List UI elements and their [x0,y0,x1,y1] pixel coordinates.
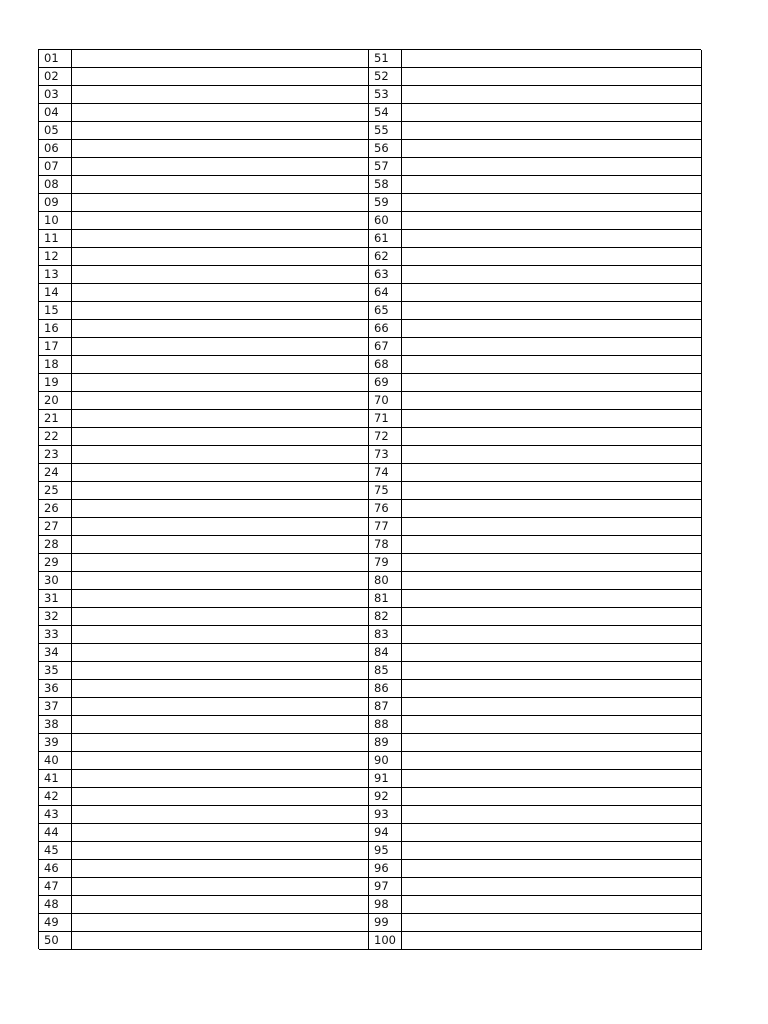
row-number-left: 42 [39,788,72,806]
answer-cell-right[interactable] [402,896,702,914]
answer-cell-left[interactable] [72,338,369,356]
answer-cell-right[interactable] [402,464,702,482]
answer-cell-right[interactable] [402,212,702,230]
answer-cell-left[interactable] [72,572,369,590]
answer-cell-left[interactable] [72,644,369,662]
answer-cell-right[interactable] [402,590,702,608]
row-number-left: 12 [39,248,72,266]
answer-cell-left[interactable] [72,356,369,374]
answer-cell-left[interactable] [72,896,369,914]
answer-cell-right[interactable] [402,806,702,824]
row-number-right: 93 [369,806,402,824]
row-number-left: 23 [39,446,72,464]
row-number-right: 51 [369,50,402,68]
row-number-right: 84 [369,644,402,662]
answer-cell-right[interactable] [402,770,702,788]
row-number-right: 98 [369,896,402,914]
answer-cell-right[interactable] [402,662,702,680]
row-number-left: 07 [39,158,72,176]
answer-cell-left[interactable] [72,680,369,698]
answer-cell-left[interactable] [72,752,369,770]
answer-cell-right[interactable] [402,392,702,410]
answer-cell-right[interactable] [402,878,702,896]
answer-cell-right[interactable] [402,554,702,572]
row-number-right: 53 [369,86,402,104]
row-number-right: 94 [369,824,402,842]
answer-cell-left[interactable] [72,50,369,68]
row-number-right: 79 [369,554,402,572]
answer-cell-right[interactable] [402,284,702,302]
answer-cell-left[interactable] [72,626,369,644]
row-number-left: 35 [39,662,72,680]
row-number-right: 90 [369,752,402,770]
row-number-left: 44 [39,824,72,842]
row-number-left: 38 [39,716,72,734]
row-number-right: 64 [369,284,402,302]
answer-cell-right[interactable] [402,572,702,590]
row-number-left: 08 [39,176,72,194]
row-number-right: 54 [369,104,402,122]
row-number-right: 97 [369,878,402,896]
row-number-right: 70 [369,392,402,410]
row-number-left: 01 [39,50,72,68]
row-number-left: 22 [39,428,72,446]
row-number-right: 78 [369,536,402,554]
answer-cell-right[interactable] [402,356,702,374]
row-number-right: 76 [369,500,402,518]
answer-cell-right[interactable] [402,338,702,356]
answer-cell-left[interactable] [72,446,369,464]
row-number-right: 82 [369,608,402,626]
answer-cell-left[interactable] [72,590,369,608]
answer-cell-right[interactable] [402,86,702,104]
answer-cell-right[interactable] [402,842,702,860]
answer-cell-right[interactable] [402,158,702,176]
answer-cell-right[interactable] [402,410,702,428]
answer-cell-left[interactable] [72,464,369,482]
answer-cell-left[interactable] [72,770,369,788]
answer-cell-left[interactable] [72,266,369,284]
answer-cell-left[interactable] [72,518,369,536]
row-number-right: 59 [369,194,402,212]
answer-cell-left[interactable] [72,734,369,752]
answer-cell-right[interactable] [402,716,702,734]
row-number-left: 49 [39,914,72,932]
row-number-left: 39 [39,734,72,752]
answer-cell-left[interactable] [72,176,369,194]
answer-cell-right[interactable] [402,626,702,644]
answer-cell-left[interactable] [72,788,369,806]
row-number-left: 50 [39,932,72,950]
row-number-left: 29 [39,554,72,572]
answer-cell-left[interactable] [72,482,369,500]
row-number-right: 74 [369,464,402,482]
row-number-right: 60 [369,212,402,230]
answer-cell-left[interactable] [72,320,369,338]
answer-cell-right[interactable] [402,446,702,464]
answer-cell-right[interactable] [402,788,702,806]
row-number-right: 61 [369,230,402,248]
row-number-left: 05 [39,122,72,140]
answer-cell-left[interactable] [72,140,369,158]
answer-cell-left[interactable] [72,662,369,680]
row-number-left: 09 [39,194,72,212]
row-number-left: 02 [39,68,72,86]
row-number-right: 52 [369,68,402,86]
row-number-right: 92 [369,788,402,806]
row-number-left: 26 [39,500,72,518]
row-number-right: 81 [369,590,402,608]
answer-cell-left[interactable] [72,608,369,626]
answer-cell-right[interactable] [402,500,702,518]
answer-cell-left[interactable] [72,68,369,86]
row-number-left: 18 [39,356,72,374]
row-number-right: 56 [369,140,402,158]
answer-cell-left[interactable] [72,806,369,824]
row-number-left: 15 [39,302,72,320]
row-number-left: 04 [39,104,72,122]
answer-cell-left[interactable] [72,194,369,212]
row-number-right: 67 [369,338,402,356]
answer-cell-left[interactable] [72,212,369,230]
answer-cell-left[interactable] [72,536,369,554]
row-number-right: 86 [369,680,402,698]
row-number-left: 16 [39,320,72,338]
answer-cell-left[interactable] [72,230,369,248]
row-number-right: 73 [369,446,402,464]
answer-cell-right[interactable] [402,536,702,554]
row-number-right: 63 [369,266,402,284]
row-number-left: 45 [39,842,72,860]
row-number-left: 21 [39,410,72,428]
row-number-left: 30 [39,572,72,590]
row-number-left: 37 [39,698,72,716]
row-number-right: 96 [369,860,402,878]
answer-grid [39,50,702,950]
row-number-left: 19 [39,374,72,392]
answer-cell-right[interactable] [402,644,702,662]
row-number-left: 46 [39,860,72,878]
answer-cell-right[interactable] [402,518,702,536]
answer-cell-right[interactable] [402,932,702,950]
answer-cell-right[interactable] [402,734,702,752]
row-number-right: 62 [369,248,402,266]
row-number-left: 20 [39,392,72,410]
answer-cell-left[interactable] [72,698,369,716]
answer-cell-right[interactable] [402,608,702,626]
answer-cell-left[interactable] [72,554,369,572]
row-number-right: 89 [369,734,402,752]
row-number-left: 14 [39,284,72,302]
row-number-left: 24 [39,464,72,482]
answer-cell-left[interactable] [72,500,369,518]
answer-cell-left[interactable] [72,428,369,446]
row-number-right: 80 [369,572,402,590]
answer-cell-right[interactable] [402,50,702,68]
row-number-right: 85 [369,662,402,680]
row-number-right: 99 [369,914,402,932]
row-number-right: 65 [369,302,402,320]
answer-cell-right[interactable] [402,302,702,320]
answer-cell-left[interactable] [72,932,369,950]
row-number-left: 03 [39,86,72,104]
answer-cell-right[interactable] [402,680,702,698]
row-number-right: 88 [369,716,402,734]
answer-cell-left[interactable] [72,842,369,860]
answer-cell-left[interactable] [72,302,369,320]
row-number-left: 27 [39,518,72,536]
answer-cell-right[interactable] [402,824,702,842]
answer-cell-right[interactable] [402,428,702,446]
row-number-right: 91 [369,770,402,788]
answer-cell-left[interactable] [72,860,369,878]
row-number-right: 69 [369,374,402,392]
row-number-right: 72 [369,428,402,446]
answer-cell-left[interactable] [72,284,369,302]
row-number-right: 95 [369,842,402,860]
answer-cell-right[interactable] [402,230,702,248]
row-number-left: 48 [39,896,72,914]
answer-cell-right[interactable] [402,122,702,140]
row-number-left: 43 [39,806,72,824]
answer-cell-right[interactable] [402,68,702,86]
answer-cell-left[interactable] [72,122,369,140]
answer-cell-left[interactable] [72,158,369,176]
row-number-right: 71 [369,410,402,428]
answer-cell-right[interactable] [402,860,702,878]
row-number-left: 25 [39,482,72,500]
answer-cell-right[interactable] [402,140,702,158]
answer-cell-right[interactable] [402,266,702,284]
answer-cell-right[interactable] [402,482,702,500]
row-number-left: 40 [39,752,72,770]
answer-cell-right[interactable] [402,914,702,932]
row-number-right: 75 [369,482,402,500]
answer-cell-right[interactable] [402,752,702,770]
row-number-left: 11 [39,230,72,248]
row-number-right: 77 [369,518,402,536]
row-number-right: 58 [369,176,402,194]
answer-cell-left[interactable] [72,248,369,266]
row-number-right: 55 [369,122,402,140]
row-number-right: 83 [369,626,402,644]
answer-cell-left[interactable] [72,392,369,410]
row-number-left: 17 [39,338,72,356]
answer-cell-left[interactable] [72,104,369,122]
answer-cell-left[interactable] [72,716,369,734]
row-number-right: 57 [369,158,402,176]
row-number-left: 36 [39,680,72,698]
answer-cell-left[interactable] [72,374,369,392]
answer-cell-left[interactable] [72,86,369,104]
row-number-left: 06 [39,140,72,158]
row-number-right: 87 [369,698,402,716]
answer-cell-right[interactable] [402,374,702,392]
row-number-left: 28 [39,536,72,554]
answer-cell-right[interactable] [402,320,702,338]
answer-cell-left[interactable] [72,914,369,932]
numbered-answer-sheet [38,49,701,949]
row-number-left: 32 [39,608,72,626]
answer-cell-right[interactable] [402,176,702,194]
row-number-left: 34 [39,644,72,662]
answer-cell-right[interactable] [402,194,702,212]
row-number-left: 41 [39,770,72,788]
row-number-left: 13 [39,266,72,284]
row-number-right: 100 [369,932,402,950]
answer-cell-left[interactable] [72,878,369,896]
row-number-left: 33 [39,626,72,644]
row-number-left: 31 [39,590,72,608]
answer-cell-left[interactable] [72,410,369,428]
row-number-left: 10 [39,212,72,230]
answer-cell-right[interactable] [402,104,702,122]
answer-cell-right[interactable] [402,698,702,716]
row-number-right: 66 [369,320,402,338]
answer-cell-left[interactable] [72,824,369,842]
row-number-left: 47 [39,878,72,896]
answer-cell-right[interactable] [402,248,702,266]
row-number-right: 68 [369,356,402,374]
